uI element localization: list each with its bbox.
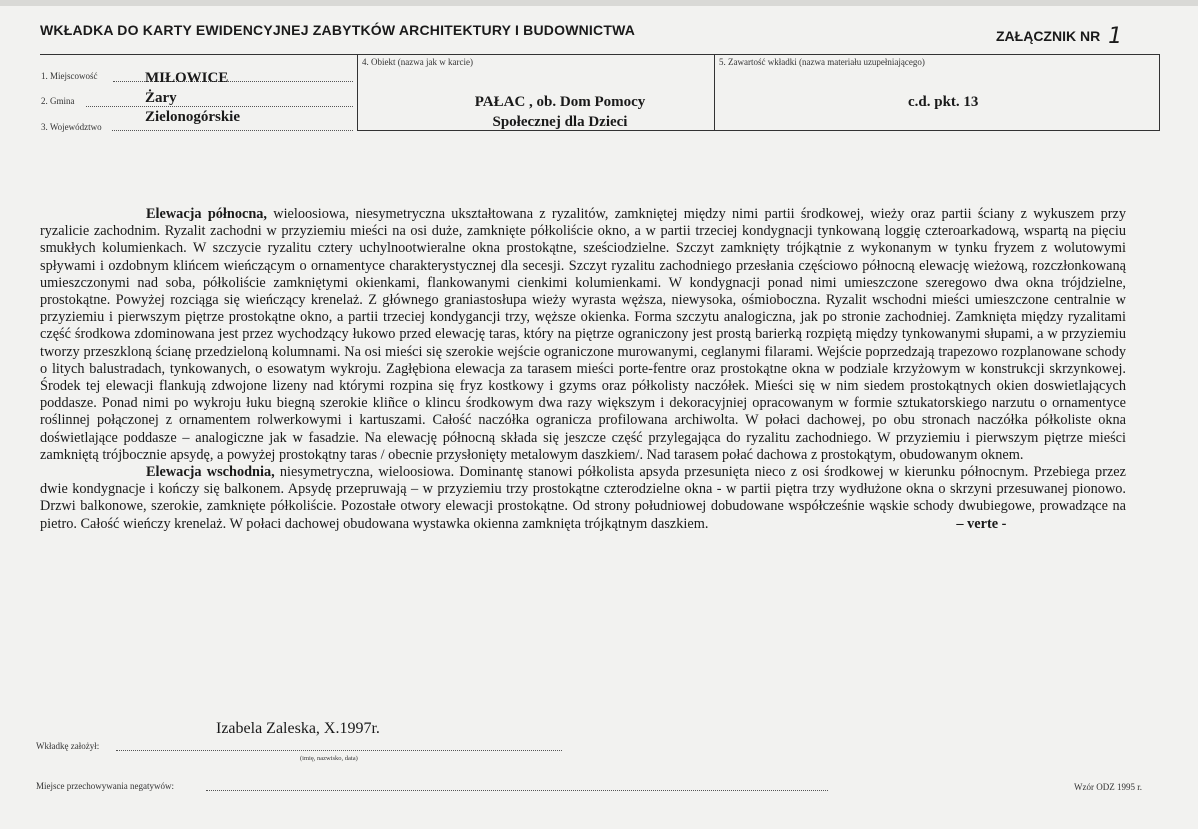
description-text xyxy=(40,206,1126,533)
annex-number xyxy=(996,22,1122,47)
north-heading: Elewacja północna, xyxy=(146,206,268,222)
paragraph-north xyxy=(40,206,1126,464)
gmina-line xyxy=(86,106,353,107)
header-top-rule xyxy=(40,54,1160,55)
east-text: niesymetryczna, wieloosiowa. Dominantę stanowi półkolista apsyda przesunięta nieco z osi środkowej w kierunku północnym. Przebiega przez dwie kondygnacje i kończy się balkonem. Apsydę przepruwają – w przyziemiu trzy prostokątne czterodzielne okna - w partii piętra trzy wydłużone okna o skrzyni przesuwanej pionowo. Drzwi balkonowe, szerokie, zamknięte półkoliście. Pozostałe otwory elewacji prostokątne. Od strony południowej dobudowane współcześnie wąskie schody dwubiegowe, prowadzące na pietro. Całość wieńczy krenelaż. W połaci dachowej obudowana wystawka okienna zamknięta trójkątnym daszkiem. xyxy=(40,464,1127,532)
negatives-storage-label: Miejsce przechowywania negatywów: xyxy=(36,781,174,791)
header-right-rule xyxy=(1159,54,1160,131)
inserted-by-sublabel: (imię, nazwisko, data) xyxy=(300,755,358,762)
form-code: Wzór ODZ 1995 r. xyxy=(1074,782,1142,792)
gmina-label: 2. Gmina xyxy=(41,96,75,106)
obiekt-label: 4. Obiekt (nazwa jak w karcie) xyxy=(362,57,473,67)
obiekt-value xyxy=(440,92,680,132)
wojewodztwo-line xyxy=(112,130,353,131)
east-heading: Elewacja wschodnia, xyxy=(146,464,275,481)
zawartosc-value: c.d. pkt. 13 xyxy=(908,94,979,110)
wojewodztwo-label: 3. Województwo xyxy=(41,122,102,132)
inserted-by-line xyxy=(116,750,562,751)
obiekt-line-2: Społecznej dla Dzieci xyxy=(492,114,628,130)
miejscowosc-label: 1. Miejscowość xyxy=(41,71,98,81)
annex-handwritten-number: 1 xyxy=(1108,24,1123,49)
gmina-value: Żary xyxy=(145,90,177,106)
verte-note: – verte - xyxy=(956,515,1007,532)
form-title: WKŁADKA DO KARTY EWIDENCYJNEJ ZABYTKÓW ARCHITEKTURY I BUDOWNICTWA xyxy=(40,22,636,38)
inserted-by-label: Wkładkę założył: xyxy=(36,741,100,751)
header-divider-2 xyxy=(714,54,715,131)
wojewodztwo-value: Zielonogórskie xyxy=(145,109,241,125)
author-signature: Izabela Zaleska, X.1997r. xyxy=(216,720,380,737)
negatives-storage-line xyxy=(206,790,828,791)
obiekt-line-1: PAŁAC , ob. Dom Pomocy xyxy=(474,94,646,110)
zawartosc-label: 5. Zawartość wkładki (nazwa materiału uzupełniającego) xyxy=(719,57,925,67)
north-text: wieloosiowa, niesymetryczna ukształtowana z ryzalitów, zamkniętej między nimi partii środkowej, wieży oraz partii ściany z wykuszem przy ryzalicie zachodnim. Ryzalit zachodni w przyziemiu mieści na osi duże, zamknięte półkoliście okno, a w partii trzeciej kondygnacji tynkowaną loggię czteroarkadową, wspartą na pięciu smukłych kolumienkach. W szczycie ryzalitu cztery uchylnootwieralne okna prostokątne, sześciodzielne. Szczyt zamknięty trójkątnie z wykonanym w tynku fryzem z wolutowymi spływami i ozdobnym klińcem wieńczącym o ornamentyce charakterystycznej dla secesji. Szczyt ryzalitu zachodniego przesłania częściowo północną elewację wieżową, rozczłonkowaną umieszczonymi nad soba, półkoliście zamkniętymi okienkami, flankowanymi cienkimi kolumienkami. W kondygnacji ponad nimi umieszczone szeregowo dwa okna trójdzielne, prostokątne. Powyżej rozciąga się wieńczący krenelaż. Z głównego graniastosłupa wieży wyrasta węższa, niewysoka, ośmioboczna. Ryzalit wschodni mieści umieszczone centralnie w przyziemiu i pierwszym piętrze prostokątne okno, a partii trzeciej kondygancji trzy, węższe okienka. Forma szczytu analogiczna, jak po stronie zachodniej. Zamknięta między ryzalitami część środkowa zdominowana jest przez wychodzący łukowo przed elewację taras, który na piętrze ograniczony jest prostą barierką rozpiętą między tynkowanymi słupami, a w przyziemiu tworzy przeszkloną ścianę przedzieloną kolumnami. Na osi mieści się szerokie wejście ograniczone murowanymi, ceglanymi filarami. Wejście poprzedzają trapezowo rozplanowane schody o litych balustradach, tynkowanych, o esowatym wykroju. Zagłębiona elewacja za tarasem mieści porte-fentre oraz prostokątne okna w podziale krzyżowym w konstrukcji skrzynkowej. Środek tej elewacji flankują zdwojone lizeny nad którymi rozpina się fryz kostkowy i gzyms oraz półkolisty naczółek. Mieści się w nim siedem prostokątnych okien doswietlających poddasze. Ponad nimi po wykroju łuku biegną szerokie kliñce o klincu środkowym dwa razy większym i dekoracyjniej opracowanym w formie sztukatorskiego narzutu o ornamentyce roślinnej połączonej z ornamentem rolwerkowymi i kartuszami. Całość naczółka ogranicza profilowana archiwolta. W połaci dachowej, po obu stronach naczółka półkoliste okna doświetlające poddasze – analogiczne jak w fasadzie. Na elewację północną składa się jeszcze część przylegająca do ryzalitu zachodniego. W przyziemiu i pierwszym piętrze mieści zamkniętą trójbocznie apsydę, a powyżej prostokątny taras / obecnie przysłonięty metalowym daszkiem/. Nad tarasem połać dachowa z prostokątym, obudowanym oknem. xyxy=(40,206,1126,463)
miejscowosc-value: MIŁOWICE xyxy=(145,70,229,86)
paragraph-east xyxy=(40,464,1126,533)
header-divider-1 xyxy=(357,54,358,131)
scan-edge xyxy=(0,0,1198,6)
annex-label: ZAŁĄCZNIK NR xyxy=(996,28,1101,44)
